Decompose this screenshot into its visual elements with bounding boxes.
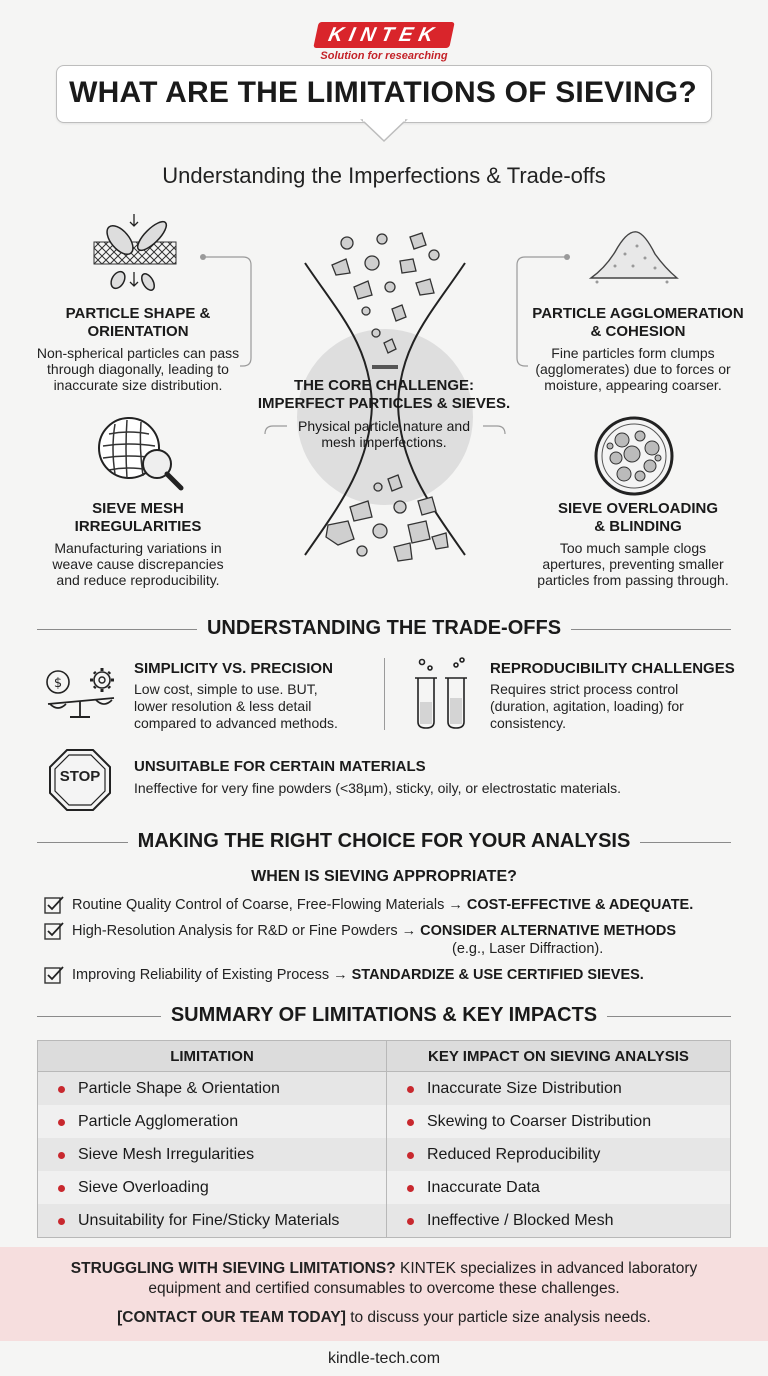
table-cell: Skewing to Coarser Distribution — [387, 1105, 731, 1138]
table-row — [38, 1138, 731, 1171]
svg-text:$: $ — [53, 676, 63, 691]
summary-table — [37, 1040, 731, 1238]
choice-item: Routine Quality Control of Coarse, Free-Flowing Materials → COST-EFFECTIVE & ADEQUATE. — [72, 897, 694, 913]
logo-tagline: Solution for researching — [320, 50, 448, 62]
reproducibility-title: REPRODUCIBILITY CHALLENGES — [490, 660, 735, 677]
table-row — [38, 1204, 731, 1238]
test-tubes-icon — [410, 656, 474, 732]
mesh-body: Manufacturing variations in weave cause discrepancies and reduce reproducibility. — [52, 540, 224, 588]
cta-contact-line: [CONTACT OUR TEAM TODAY] to discuss your particle size analysis needs. — [117, 1309, 651, 1326]
checkbox-icon — [44, 895, 66, 915]
choice-item: Improving Reliability of Existing Process → STANDARDIZE & USE CERTIFIED SIEVES. — [72, 967, 644, 983]
table-row — [38, 1171, 731, 1204]
table-cell: Sieve Mesh Irregularities — [38, 1138, 387, 1171]
summary-heading: SUMMARY OF LIMITATIONS & KEY IMPACTS — [161, 1004, 607, 1026]
table-header-row — [38, 1041, 731, 1072]
stop-sign-label: STOP — [59, 768, 101, 785]
table-cell: Particle Agglomeration — [38, 1105, 387, 1138]
overloading-title: SIEVE OVERLOADING & BLINDING — [557, 500, 719, 535]
shape-body: Non-spherical particles can pass through diagonally, leading to inaccurate size distribution. — [36, 345, 240, 393]
column-header: KEY IMPACT ON SIEVING ANALYSIS — [387, 1041, 731, 1072]
simplicity-title: SIMPLICITY VS. PRECISION — [134, 660, 333, 677]
overloading-body: Too much sample clogs apertures, preventing smaller particles from passing through. — [537, 540, 729, 588]
table-cell: Ineffective / Blocked Mesh — [387, 1204, 731, 1238]
agglomeration-title: PARTICLE AGGLOMERATION & COHESION — [532, 305, 744, 340]
page-subtitle: Understanding the Imperfections & Trade-offs — [162, 163, 606, 188]
table-row — [38, 1105, 731, 1138]
table-cell: Particle Shape & Orientation — [38, 1072, 387, 1106]
choice-heading: MAKING THE RIGHT CHOICE FOR YOUR ANALYSIS — [128, 830, 641, 852]
agglomeration-body: Fine particles form clumps (agglomerates) due to forces or moisture, appearing coarser. — [535, 345, 731, 393]
simplicity-body: Low cost, simple to use. BUT, lower resolution & less detail compared to advanced methods. — [134, 681, 338, 731]
unsuitable-title: UNSUITABLE FOR CERTAIN MATERIALS — [134, 758, 426, 775]
reproducibility-body: Requires strict process control (duration, agitation, loading) for consistency. — [490, 681, 684, 731]
kintek-logo: KINTEK — [313, 22, 455, 48]
core-challenge-body: Physical particle nature and mesh imperfections. — [298, 418, 470, 450]
checkbox-icon — [44, 921, 66, 941]
choice-subheading: WHEN IS SIEVING APPROPRIATE? — [251, 868, 517, 885]
table-cell: Inaccurate Data — [387, 1171, 731, 1204]
page-title: WHAT ARE THE LIMITATIONS OF SIEVING? — [69, 76, 697, 109]
column-header: LIMITATION — [38, 1041, 387, 1072]
particles-mesh-icon — [90, 212, 180, 296]
tradeoffs-vertical-divider — [384, 658, 385, 730]
cta-text: STRUGGLING WITH SIEVING LIMITATIONS? KINTEK specializes in advanced laboratory — [70, 1260, 698, 1277]
table-cell: Sieve Overloading — [38, 1171, 387, 1204]
unsuitable-body: Ineffective for very fine powders (<38µm), sticky, oily, or electrostatic materials. — [134, 780, 621, 796]
choice-item: High-Resolution Analysis for R&D or Fine Powders → CONSIDER ALTERNATIVE METHODS — [72, 923, 677, 939]
table-cell: Reduced Reproducibility — [387, 1138, 731, 1171]
table-row — [38, 1072, 731, 1106]
footer-url[interactable]: kindle-tech.com — [327, 1350, 441, 1367]
core-challenge-title: THE CORE CHALLENGE: IMPERFECT PARTICLES & SIEVES. — [257, 377, 511, 412]
magnified-mesh-icon — [95, 414, 187, 494]
powder-pile-icon — [585, 218, 681, 288]
clogged-sieve-icon — [592, 414, 676, 498]
balance-scale-icon — [40, 660, 122, 720]
checkbox-icon — [44, 965, 66, 985]
table-cell: Inaccurate Size Distribution — [387, 1072, 731, 1106]
table-cell: Unsuitability for Fine/Sticky Materials — [38, 1204, 387, 1238]
mesh-title: SIEVE MESH IRREGULARITIES — [74, 500, 202, 535]
tradeoffs-heading: UNDERSTANDING THE TRADE-OFFS — [197, 617, 571, 639]
shape-title: PARTICLE SHAPE & ORIENTATION — [65, 305, 211, 340]
bubble-pointer-icon — [360, 119, 408, 143]
cta-text-2: equipment and certified consumables to overcome these challenges. — [148, 1280, 620, 1297]
contact-link[interactable]: [CONTACT OUR TEAM TODAY] — [117, 1309, 346, 1326]
choice-item-note: (e.g., Laser Diffraction). — [452, 941, 604, 957]
